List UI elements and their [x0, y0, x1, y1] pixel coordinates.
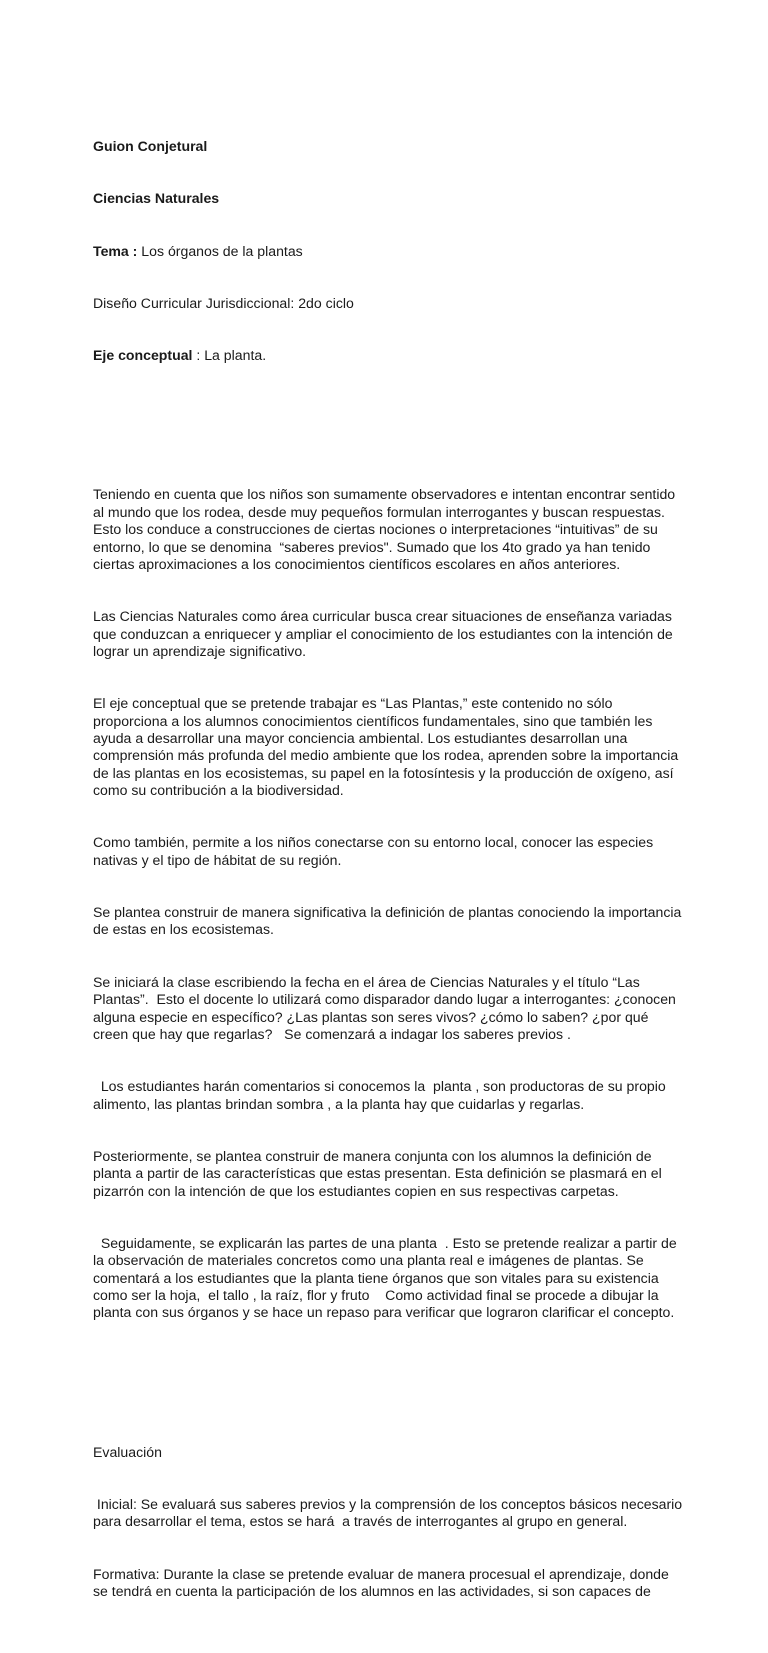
paragraph-9: Seguidamente, se explicarán las partes de una planta . Esto se pretende realizar a partir de la observación de materiales concretos como una planta real e imágenes de plantas. Se comentará a los estudiantes que la planta tiene órganos que son vitales para su existencia como ser la hoja, el tallo , la raíz, flor y fruto Como actividad final se procede a dibujar la planta con sus órganos y se hace un repaso para verificar que lograron clarificar el concepto.: [93, 1234, 681, 1321]
document-content: [93, 86, 687, 1653]
evaluacion-formativa: Formativa: Durante la clase se pretende evaluar de manera procesual el aprendizaje, donde se tendrá en cuenta la participación de los alumnos en las actividades, si son capaces de: [93, 1565, 673, 1599]
paragraph-3: El eje conceptual que se pretende trabajar es “Las Plantas,” este contenido no sólo proporciona a los alumnos conocimientos científicos fundamentales, sino que también les ayuda a desarrollar una mayor conciencia ambiental. Los estudiantes desarrollan una comprensión más profunda del medio ambiente que los rodea, aprenden sobre la importancia de las plantas en los ecosistemas, su papel en la fotosíntesis y la producción de oxígeno, así como su contribución a la biodiversidad.: [93, 695, 683, 799]
eje-value: : La planta.: [192, 347, 267, 364]
paragraph-4: Como también, permite a los niños conectarse con su entorno local, conocer las especies nativas y el tipo de hábitat de su región.: [93, 834, 658, 868]
paragraph-8: Posteriormente, se plantea construir de manera conjunta con los alumnos la definición de planta a partir de las características que estas presentan. Esta definición se plasmará en el pizarrón con la intención de que los estudiantes copien en sus respectivas carpetas.: [93, 1147, 666, 1199]
document-title: Guion Conjetural: [93, 138, 208, 155]
spacer: [93, 1374, 683, 1391]
paragraph-2: Las Ciencias Naturales como área curricular busca crear situaciones de enseñanza variadas que conduzcan a enriquecer y ampliar el conocimiento de los estudiantes con la intención de lograr un aprendizaje significativo.: [93, 608, 677, 659]
document-subject: Ciencias Naturales: [93, 190, 220, 207]
diseno-line: Diseño Curricular Jurisdiccional: 2do ciclo: [93, 294, 354, 311]
paragraph-5: Se plantea construir de manera significativa la definición de plantas conociendo la importancia de estas en los ecosistemas.: [93, 904, 686, 938]
evaluacion-inicial: Inicial: Se evaluará sus saberes previos y la comprensión de los conceptos básicos necesario para desarrollar el tema, estos se hará a través de interrogantes al grupo en general.: [93, 1495, 687, 1530]
paragraph-7: Los estudiantes harán comentarios si conocemos la planta , son productoras de su propio alimento, las plantas brindan sombra , a la planta hay que cuidarlas y regarlas.: [93, 1078, 670, 1112]
paragraph-1: Teniendo en cuenta que los niños son sumamente observadores e intentan encontrar sentido al mundo que los rodea, desde muy pequeños formulan interrogantes y buscan respuestas. Esto los conduce a construcciones de ciertas nociones o interpretaciones “intuitivas” de su entorno, lo que se denomina “saberes previos". Sumado que los 4to grado ya han tenido ciertas aproximaciones a los conocimientos científicos escolares en años anteriores.: [93, 486, 680, 572]
eje-label: Eje conceptual: [93, 347, 193, 364]
evaluacion-heading: Evaluación: [93, 1443, 162, 1460]
tema-value: Los órganos de la plantas: [137, 242, 303, 259]
tema-label: Tema :: [93, 242, 138, 259]
spacer: [93, 417, 683, 434]
tema-line: [93, 243, 683, 260]
eje-line: [93, 347, 683, 364]
paragraph-6: Se iniciará la clase escribiendo la fecha en el área de Ciencias Naturales y el título “Las Plantas”. Esto el docente lo utilizará como disparador dando lugar a interrogantes: ¿conocen alguna especie en específico? ¿Las plantas son seres vivos? ¿cómo lo saben? ¿por qué creen que hay que regarlas? Se comenzará a indagar los saberes previos .: [93, 973, 680, 1042]
